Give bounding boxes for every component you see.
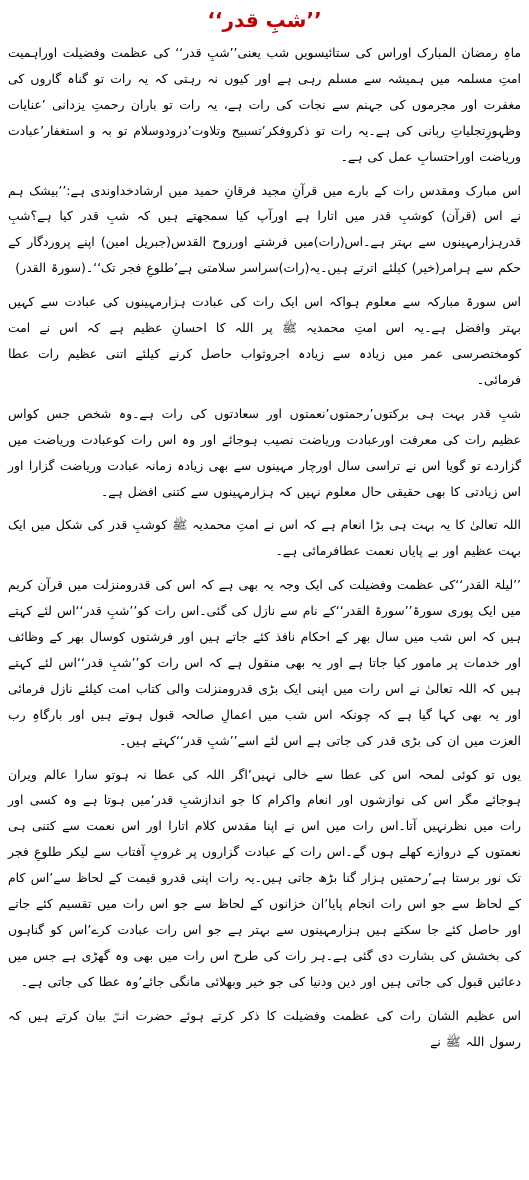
paragraph-4: شبِ قدر بہت ہی برکتوں’رحمتوں’نعمتوں اور سعادتوں کی رات ہے۔وہ شخص جس کواس عظیم رات کی معرفت اورعبادت وریاضت نصیب ہوجائے اور وہ اس رات کوعبادت وریاضت میں گزاردے تو گویا اس نے تراسی سال اورچار مہینوں سے بھی زیادہ زمانہ عبادت وریاضت گزارا اور اس زیادتی کا بھی حقیقی حال معلوم نہیں کہ ہزارمہینوں سے کتنی افضل ہے۔ — [8, 405, 521, 499]
paragraph-5: اللہ تعالیٰ کا یہ بہت ہی بڑا انعام ہے کہ اس نے امتِ محمدیہ ﷺ کوشبِ قدر کی شکل میں ایک بہت عظیم اور بے پایاں نعمت عطافرمائی ہے۔ — [8, 517, 521, 559]
paragraph-8: اس عظیم الشان رات کی عظمت وفضیلت کا ذکر کرتے ہوئے حضرت انسؓ بیان کرتے ہیں کہ رسول اللہ ﷺ نے — [8, 1007, 521, 1049]
paragraph-3: اس سورۃ مبارکہ سے معلوم ہواکہ اس ایک رات کی عبادت ہزارمہینوں کی عبادت سے کہیں بہتر وافضل ہے۔یہ اس امتِ محمدیہ ﷺ پر اللہ کا احسانِ عظیم ہے کہ اس نے امت کومختصرسی عمر میں زیادہ سے زیادہ اجروثواب حاصل کرنے کیلئے اتنی عظیم رات عطا فرمائی۔ — [8, 294, 521, 387]
document-title: ’’شبِ قدر‘‘ — [207, 8, 322, 32]
paragraph-6: ’’لیلۃ القدر‘‘کی عظمت وفضیلت کی ایک وجہ یہ بھی ہے کہ اس کی قدرومنزلت میں قرآن کریم میں ایک پوری سورۃ’’سورۃ القدر‘‘کے نام سے نازل کی گئی۔اس رات کو’’شبِ قدر‘‘اس لئے کہتے ہیں کہ اس شب میں سال بھر کے احکام نافذ کئے جاتے ہیں اور فرشتوں کوسال بھر کے وظائف اور خدمات پر مامور کیا جاتا ہے اور یہ بھی منقول ہے کہ اس رات کو’’شبِ قدر‘‘اس لئے کہتے ہیں کہ اللہ تعالیٰ نے اس رات میں اپنی ایک بڑی قدرومنزلت والی کتاب امت کیلئے نازل فرمائی اور یہ بھی کہا گیا ہے کہ چونکہ اس شب میں اعمالِ صالحہ قبول ہوتے ہیں اور بارگاہِ رب العزت میں ان کی بڑی قدر کی جاتی ہے اس لئے اسے’’شبِ قدر‘‘کہتے ہیں۔ — [8, 577, 521, 748]
paragraph-1: ماہِ رمضان المبارک اوراس کی ستائیسویں شب یعنی’’شبِ قدر‘‘ کی عظمت وفضیلت اوراہمیت امتِ مسلمہ میں ہمیشہ سے مسلم رہی ہے اور کیوں نہ رہتی کہ یہ رات تو گناہ گاروں کی مغفرت اور مجرموں کی جہنم سے نجات کی رات ہے، یہ رات تو باران رحمتِ یزدانی ’عنایات وظہورِتجلیاتِ ربانی کی ہے۔یہ رات تو ذکروفکر’تسبیح وتلاوت’درودوسلام تو بہ و استغفار’عبادت وریاضت اوراحتسابِ عمل کی ہے۔ — [8, 45, 521, 164]
paragraph-2: اس مبارک ومقدس رات کے بارے میں قرآنِ مجید فرقانِ حمید میں ارشادخداوندی ہے:’’بیشک ہم نے اس (قرآن) کوشبِ قدر میں اتارا ہے اورآپ کیا سمجھتے ہیں کہ شبِ قدر کیا ہے؟شبِ قدرہزارمہینوں سے بہتر ہے۔اس(رات)میں فرشتے اورروح القدس(جبریل امین) اپنے پروردگار کے حکم سے ہرامر(خیر) کیلئے اترتے ہیں۔یہ(رات)سراسر سلامتی ہے’طلوعِ فجر تک‘‘۔(سورۃ القدر) — [8, 182, 521, 276]
paragraph-7: یوں تو کوئی لمحہ اس کی عطا سے خالی نہیں’اگر اللہ کی عطا نہ ہوتو سارا عالم ویران ہوجائے مگر اس کی نوازشوں اور انعام واکرام کا جو اندازشبِ قدر‘میں ہوتا ہے وہ کسی اور رات میں نظرنہیں آتا۔اس رات میں اس نے اپنا مقدس کلام اتارا اور اس نعمت سے کتنی ہی نعمتوں کے دروازے کھلے ہوں گے۔اس رات کے عبادت گزاروں پر غروبِ آفتاب سے لیکر طلوعِ فجر تک نور برستا ہے’رحمتیں ہزار گنا بڑھ جاتی ہیں۔یہ رات اپنی قدرو قیمت کے لحاظ سے’اس کام کے لحاظ سے جو اس رات انجام پایا’ان خزانوں کے لحاظ سے جو اس رات میں تقسیم کئے جاتے اور حاصل کئے جا سکتے ہیں ہزارمہینوں سے بہتر ہے جو اس رات عبادت کرے’اس کو گناہوں کی بخشش کی بشارت دی گئی ہے۔ہر رات کی طرح اس رات میں بھی وہ گھڑی ہے جس میں دعائیں قبول کی جاتی ہیں اور دین ودنیا کی جو خیر وبھلائی مانگی جائے’وہ عطا کی جاتی ہے۔ — [8, 766, 521, 989]
